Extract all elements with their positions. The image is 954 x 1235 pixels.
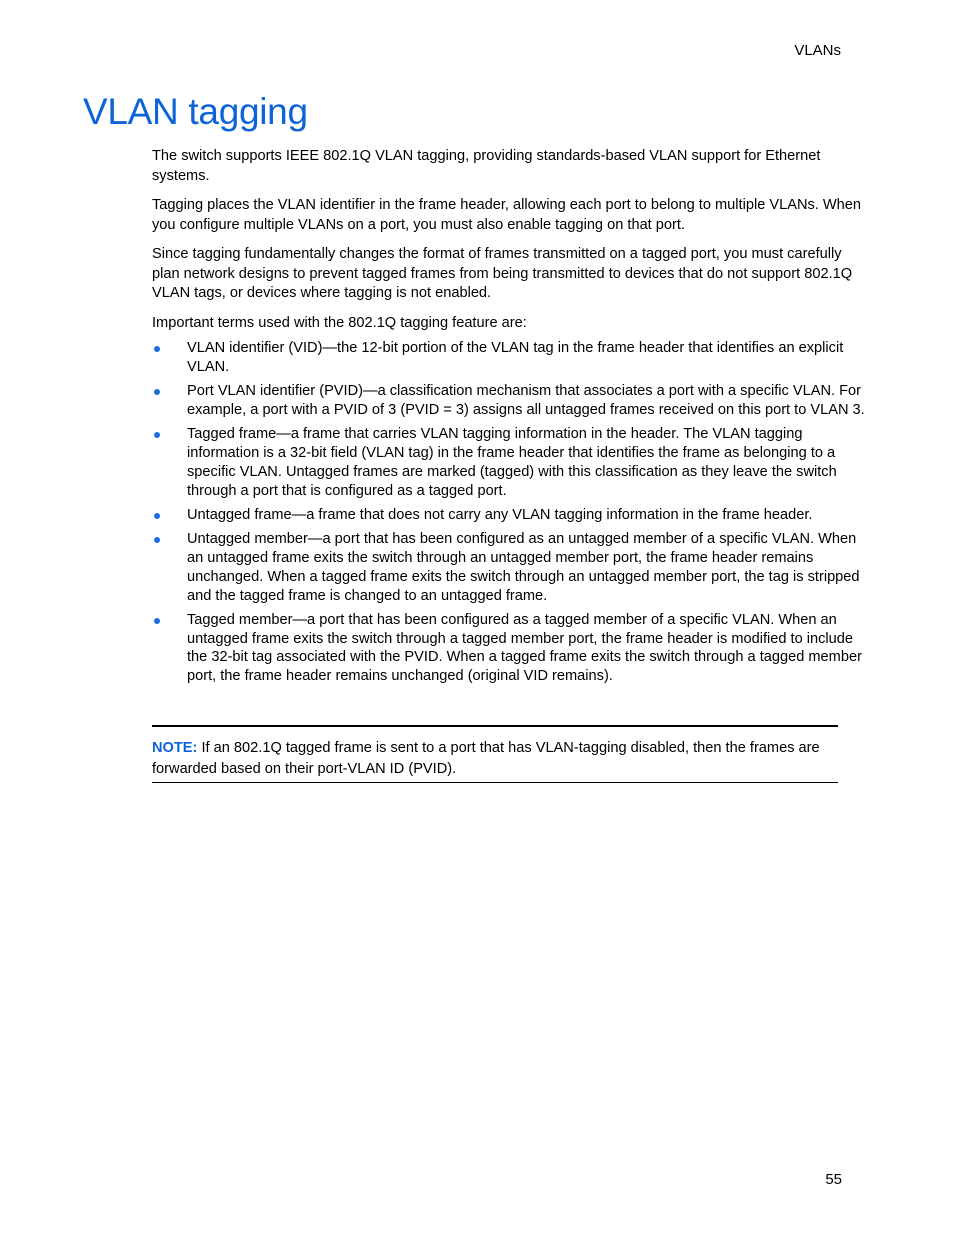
list-item-text: Untagged member—a port that has been configured as an untagged member of a specific VLAN. When an untagged frame exits the switch through an untagged member port, the frame header remains unchanged. When a tagged frame exits the switch through an untagged member port, the tag is stripped and the tagged frame is changed to an untagged frame.: [187, 531, 860, 604]
terms-intro-paragraph: Important terms used with the 802.1Q tagging feature are:: [152, 314, 527, 331]
list-item: [152, 339, 866, 377]
list-item-text: VLAN identifier (VID)—the 12-bit portion of the VLAN tag in the frame header that identifies an explicit VLAN.: [187, 340, 844, 375]
bullet-icon: [154, 346, 160, 352]
terms-list: [152, 339, 866, 686]
running-header: VLANs: [794, 42, 841, 59]
list-item-text: Tagged frame—a frame that carries VLAN tagging information in the header. The VLAN tagging information is a 32-bit field (VLAN tag) in the frame header that identifies the frame as belonging to a specific VLAN. Untagged frames are marked (tagged) with this classification as they leave the switch through a port that is configured as a tagged port.: [187, 426, 837, 499]
design-paragraph: Since tagging fundamentally changes the format of frames transmitted on a tagged port, you must carefully plan network designs to prevent tagged frames from being transmitted to devices that do not support 802.1Q VLAN tags, or devices where tagging is not enabled.: [152, 246, 853, 301]
bullet-icon: [154, 618, 160, 624]
bullet-icon: [154, 513, 160, 519]
note-label: NOTE:: [152, 740, 198, 756]
list-item-text: Port VLAN identifier (PVID)—a classification mechanism that associates a port with a specific VLAN. For example, a port with a PVID of 3 (PVID = 3) assigns all untagged frames received on this port to VLAN 3.: [187, 383, 865, 418]
page-title: VLAN tagging: [83, 91, 308, 132]
body-content: [152, 147, 866, 692]
list-item: [152, 382, 866, 420]
list-item: [152, 506, 866, 525]
page-number: 55: [825, 1171, 842, 1188]
list-item-text: Tagged member—a port that has been configured as a tagged member of a specific VLAN. When an untagged frame exits the switch through a tagged member port, the frame header is modified to include the 32-bit tag associated with the PVID. When a tagged frame exits the switch through a tagged member port, the frame header remains unchanged (original VID remains).: [187, 611, 862, 685]
intro-paragraph: The switch supports IEEE 802.1Q VLAN tagging, providing standards-based VLAN support for Ethernet systems.: [152, 148, 821, 184]
note-box: [152, 725, 838, 783]
list-item: [152, 611, 866, 686]
bullet-icon: [154, 389, 160, 395]
bullet-icon: [154, 537, 160, 543]
bullet-icon: [154, 432, 160, 438]
note-text: If an 802.1Q tagged frame is sent to a port that has VLAN-tagging disabled, then the frames are forwarded based on their port-VLAN ID (PVID).: [152, 740, 820, 777]
tagging-paragraph: Tagging places the VLAN identifier in the frame header, allowing each port to belong to multiple VLANs. When you configure multiple VLANs on a port, you must also enable tagging on that port.: [152, 197, 862, 233]
list-item-text: Untagged frame—a frame that does not carry any VLAN tagging information in the frame header.: [187, 506, 813, 523]
list-item: [152, 530, 866, 605]
list-item: [152, 425, 866, 500]
